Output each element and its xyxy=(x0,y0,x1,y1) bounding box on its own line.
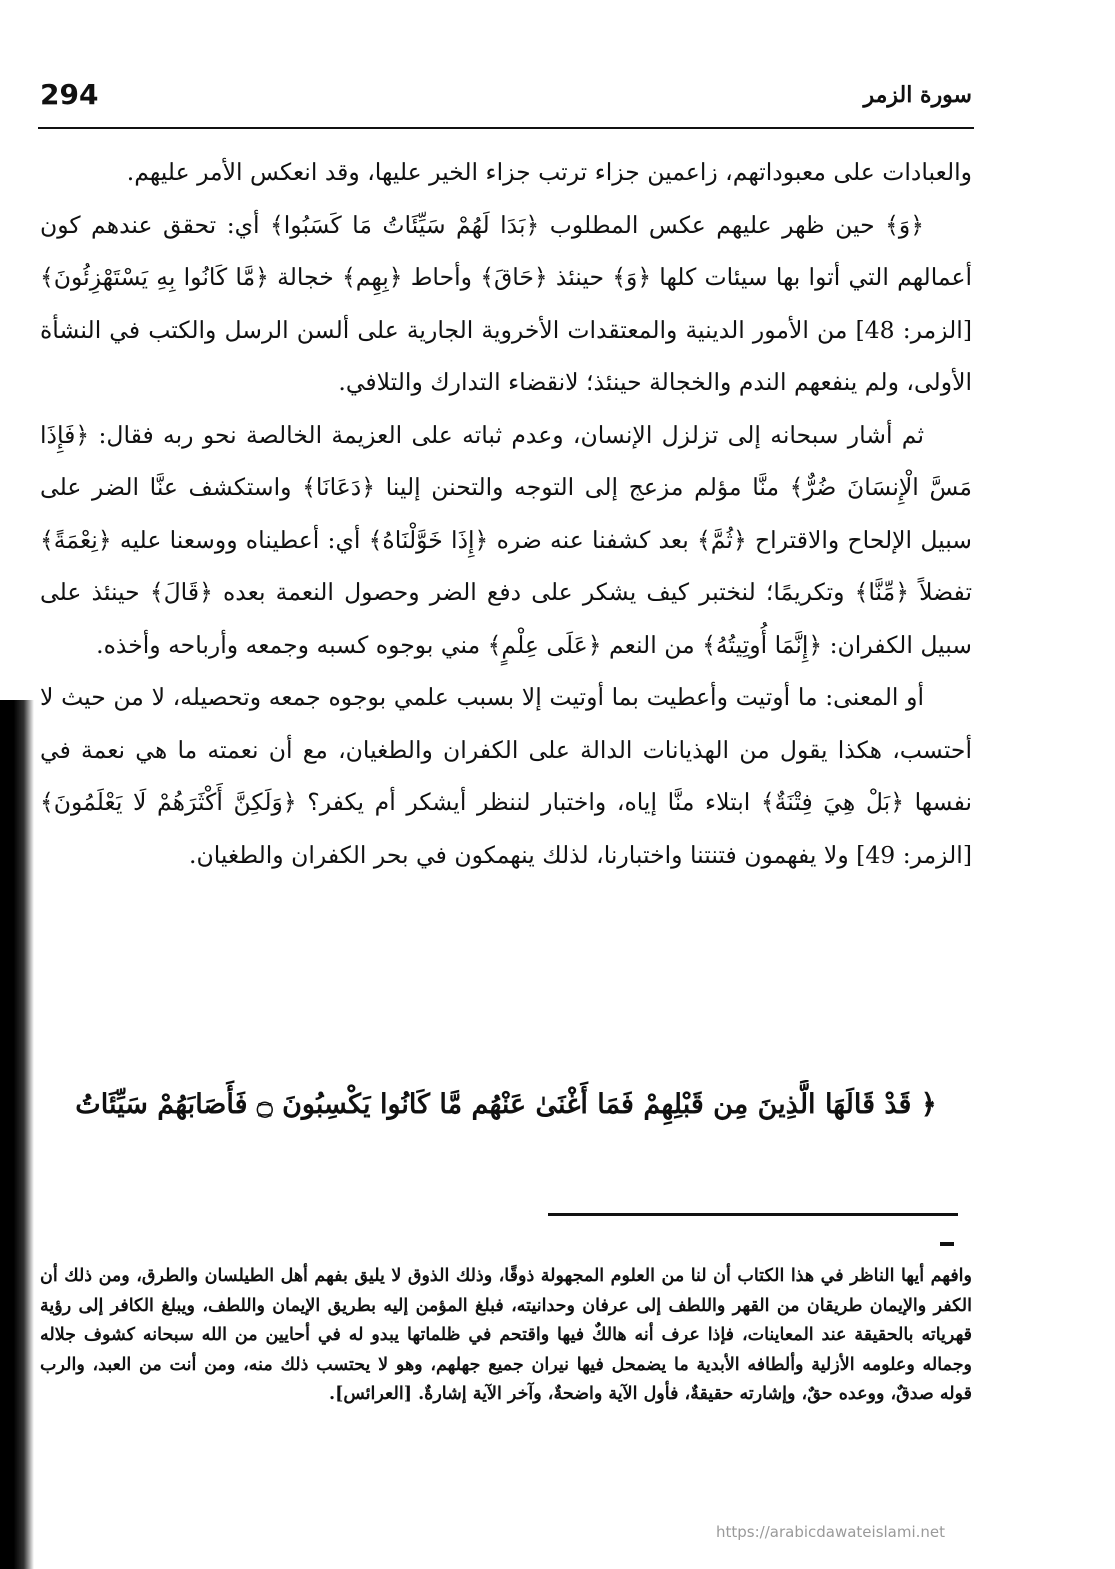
watermark-url: https://arabicdawateislami.net xyxy=(716,1523,946,1541)
paragraph-1: والعبادات على معبوداتهم، زاعمين جزاء ترتب جزاء الخير عليها، وقد انعكس الأمر عليهم. xyxy=(126,158,972,186)
footnote-divider xyxy=(548,1213,958,1216)
header-divider xyxy=(38,127,974,129)
scan-edge-shadow xyxy=(0,700,34,1569)
footnote-text: وافهم أيها الناظر في هذا الكتاب أن لنا من العلوم المجهولة ذوقًا، وذلك الذوق لا يليق بفهم أهل الطيلسان والطرق، ومن ذلك أن الكفر والإيمان طريقان من القهر واللطف إلى عرفان وحدانيته، فبلغ المؤمن إليه بطريق الإيمان واللطف، ويبلغ الكافر إلى رؤية قهرياته بالحقيقة عند المعاينات، فإذا عرف أنه هالكٌ فيها واقتحم في ظلماتها يبدو له في أحايين من الله سبحانه كشوف جلاله وجماله وعلومه الأزلية وألطافه الأبدية ما يضمحل فيها نيران جميع جهلهم، وهو لا يحتسب ذلك منه، ومن أنت من العبد، والرب قوله صدقٌ، ووعده حقٌ، وإشارته حقيقةٌ، فأول الآية واضحةٌ، وآخر الآية إشارةٌ. [العرائس]. xyxy=(40,1266,972,1404)
page-number: 294 xyxy=(40,78,99,111)
footnote-marker xyxy=(940,1242,954,1246)
surah-title: سورة الزمر xyxy=(863,82,972,108)
paragraph-3: ثم أشار سبحانه إلى تزلزل الإنسان، وعدم ثباته على العزيمة الخالصة نحو ربه فقال: ﴿فَإِذَا مَسَّ الْإِنسَانَ ضُرٌّ﴾ منَّا مؤلم مزعج إلى التوجه والتحنن إلينا ﴿دَعَانَا﴾ واستكشف عنَّا الضر على سبيل الإلحاح والاقتراح ﴿ثُمَّ﴾ بعد كشفنا عنه ضره ﴿إِذَا خَوَّلْنَاهُ﴾ أي: أعطيناه ووسعنا عليه ﴿نِعْمَةً﴾ تفضلاً ﴿مِّنَّا﴾ وتكريمًا؛ لنختبر كيف يشكر على دفع الضر وحصول النعمة بعده ﴿قَالَ﴾ حينئذ على سبيل الكفران: ﴿إِنَّمَا أُوتِيتُهُ﴾ من النعم ﴿عَلَى عِلْمٍ﴾ مني بوجوه كسبه وجمعه وأرباحه وأخذه. xyxy=(40,420,972,659)
quran-verse: ﴿ قَدْ قَالَهَا الَّذِينَ مِن قَبْلِهِمْ فَمَا أَغْنَىٰ عَنْهُم مَّا كَانُوا يَكْسِبُونَ ۝ فَأَصَابَهُمْ سَيِّئَاتُ xyxy=(75,1089,937,1120)
footnote xyxy=(40,1262,972,1410)
main-text xyxy=(40,146,972,881)
paragraph-4: أو المعنى: ما أوتيت وأعطيت بما أوتيت إلا بسبب علمي بوجوه جمعه وتحصيله، لا من حيث لا أحتسب، هكذا يقول من الهذيانات الدالة على الكفران والطغيان، مع أن نعمته ما هي نعمة في نفسها ﴿بَلْ هِيَ فِتْنَةٌ﴾ ابتلاء منَّا إياه، واختبار لننظر أيشكر أم يكفر؟ ﴿وَلَكِنَّ أَكْثَرَهُمْ لَا يَعْلَمُونَ﴾ [الزمر: 49] ولا يفهمون فتنتنا واختبارنا، لذلك ينهمكون في بحر الكفران والطغيان. xyxy=(40,683,972,869)
page-header xyxy=(40,78,972,124)
paragraph-2: ﴿وَ﴾ حين ظهر عليهم عكس المطلوب ﴿بَدَا لَهُمْ سَيِّئَاتُ مَا كَسَبُوا﴾ أي: تحقق عندهم كون أعمالهم التي أتوا بها سيئات كلها ﴿وَ﴾ حينئذ ﴿حَاقَ﴾ وأحاط ﴿بِهِم﴾ خجالة ﴿مَّا كَانُوا بِهِ يَسْتَهْزِئُونَ﴾ [الزمر: 48] من الأمور الدينية والمعتقدات الأخروية الجارية على ألسن الرسل والكتب في النشأة الأولى، ولم ينفعهم الندم والخجالة حينئذ؛ لانقضاء التدارك والتلافي. xyxy=(40,210,973,396)
